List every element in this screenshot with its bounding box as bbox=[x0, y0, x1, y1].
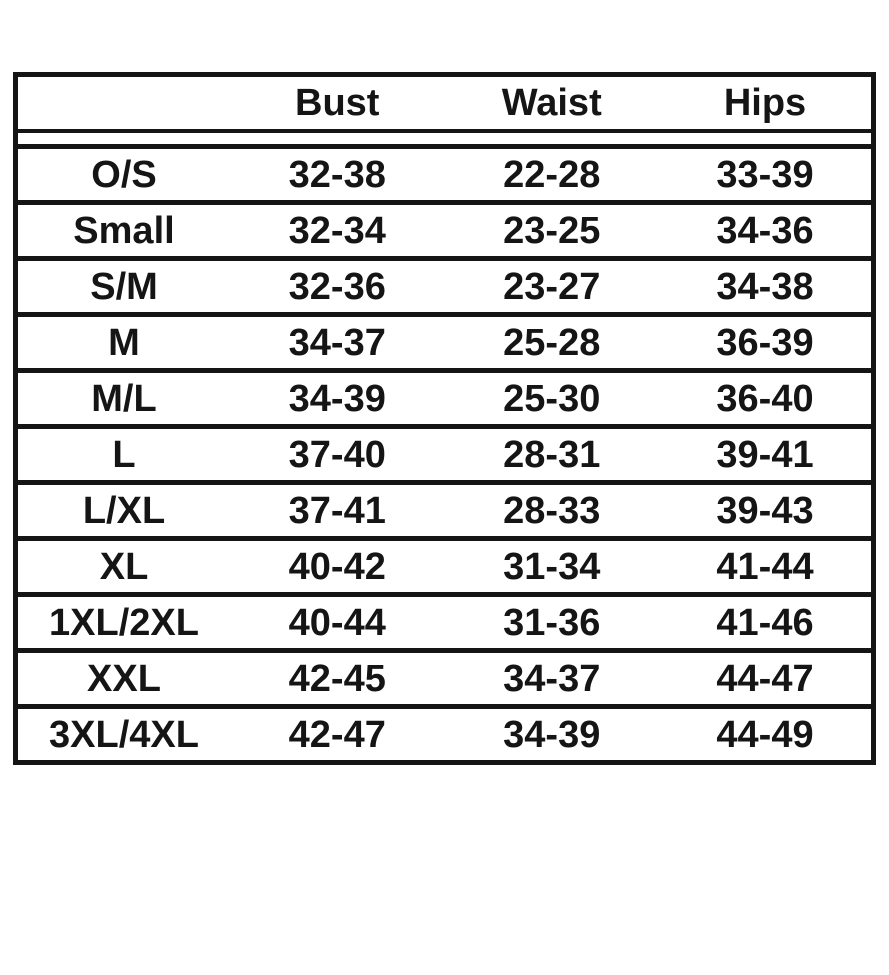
table-row bbox=[16, 259, 874, 315]
size-label-cell: 1XL/2XL bbox=[16, 595, 231, 651]
waist-value-cell: 25-30 bbox=[445, 371, 660, 427]
hips-value-cell: 36-39 bbox=[659, 315, 874, 371]
hips-value-cell: 34-36 bbox=[659, 203, 874, 259]
size-label-cell: XL bbox=[16, 539, 231, 595]
spacer-cell bbox=[16, 131, 874, 147]
size-chart-table bbox=[13, 72, 876, 765]
bust-value-cell: 42-45 bbox=[230, 651, 445, 707]
size-label-cell: 3XL/4XL bbox=[49, 713, 199, 756]
bust-value-cell: 37-40 bbox=[230, 427, 445, 483]
size-label-cell: L bbox=[16, 427, 231, 483]
hips-value-cell: 33-39 bbox=[659, 147, 874, 203]
table-row bbox=[16, 707, 874, 763]
waist-value-cell: 25-28 bbox=[445, 315, 660, 371]
waist-value-cell: 23-27 bbox=[445, 259, 660, 315]
hips-value-cell: 44-47 bbox=[659, 651, 874, 707]
waist-value-cell: 34-37 bbox=[445, 651, 660, 707]
waist-value-cell: 22-28 bbox=[445, 147, 660, 203]
waist-value-cell: 28-31 bbox=[445, 427, 660, 483]
size-chart-header bbox=[16, 75, 874, 147]
table-row bbox=[16, 651, 874, 707]
spacer-row bbox=[16, 131, 874, 147]
size-label-cell: S/M bbox=[16, 259, 231, 315]
size-label-cell: M/L bbox=[16, 371, 231, 427]
bust-value-cell: 32-34 bbox=[230, 203, 445, 259]
table-row bbox=[16, 539, 874, 595]
hips-value-cell: 41-46 bbox=[659, 595, 874, 651]
table-row bbox=[16, 203, 874, 259]
col-header-size bbox=[16, 75, 231, 131]
table-row bbox=[16, 147, 874, 203]
waist-value-cell: 34-39 bbox=[503, 713, 601, 756]
table-row bbox=[16, 315, 874, 371]
waist-value-cell: 28-33 bbox=[445, 483, 660, 539]
hips-value-cell: 39-41 bbox=[659, 427, 874, 483]
waist-value-cell: 31-36 bbox=[445, 595, 660, 651]
hips-value-cell: 39-43 bbox=[659, 483, 874, 539]
size-label-cell: M bbox=[16, 315, 231, 371]
bust-value-cell: 32-36 bbox=[230, 259, 445, 315]
size-chart-body bbox=[16, 147, 874, 763]
size-label-cell: L/XL bbox=[16, 483, 231, 539]
col-header-hips: Hips bbox=[659, 75, 874, 131]
hips-value-cell: 44-49 bbox=[716, 713, 814, 756]
hips-value-cell: 36-40 bbox=[659, 371, 874, 427]
header-row bbox=[16, 75, 874, 131]
size-label-cell: XXL bbox=[16, 651, 231, 707]
bust-value-cell: 32-38 bbox=[230, 147, 445, 203]
col-header-waist: Waist bbox=[445, 75, 660, 131]
size-label-cell: O/S bbox=[16, 147, 231, 203]
size-label-cell: Small bbox=[16, 203, 231, 259]
waist-value-cell: 31-34 bbox=[445, 539, 660, 595]
bust-value-cell: 34-39 bbox=[230, 371, 445, 427]
bust-value-cell: 40-44 bbox=[230, 595, 445, 651]
bust-value-cell: 34-37 bbox=[230, 315, 445, 371]
table-row bbox=[16, 427, 874, 483]
hips-value-cell: 34-38 bbox=[659, 259, 874, 315]
bust-value-cell: 42-47 bbox=[288, 713, 386, 756]
waist-value-cell: 23-25 bbox=[445, 203, 660, 259]
table-row bbox=[16, 483, 874, 539]
table-row bbox=[16, 371, 874, 427]
hips-value-cell: 41-44 bbox=[659, 539, 874, 595]
table-row bbox=[16, 595, 874, 651]
bust-value-cell: 40-42 bbox=[230, 539, 445, 595]
col-header-bust: Bust bbox=[230, 75, 445, 131]
bust-value-cell: 37-41 bbox=[230, 483, 445, 539]
